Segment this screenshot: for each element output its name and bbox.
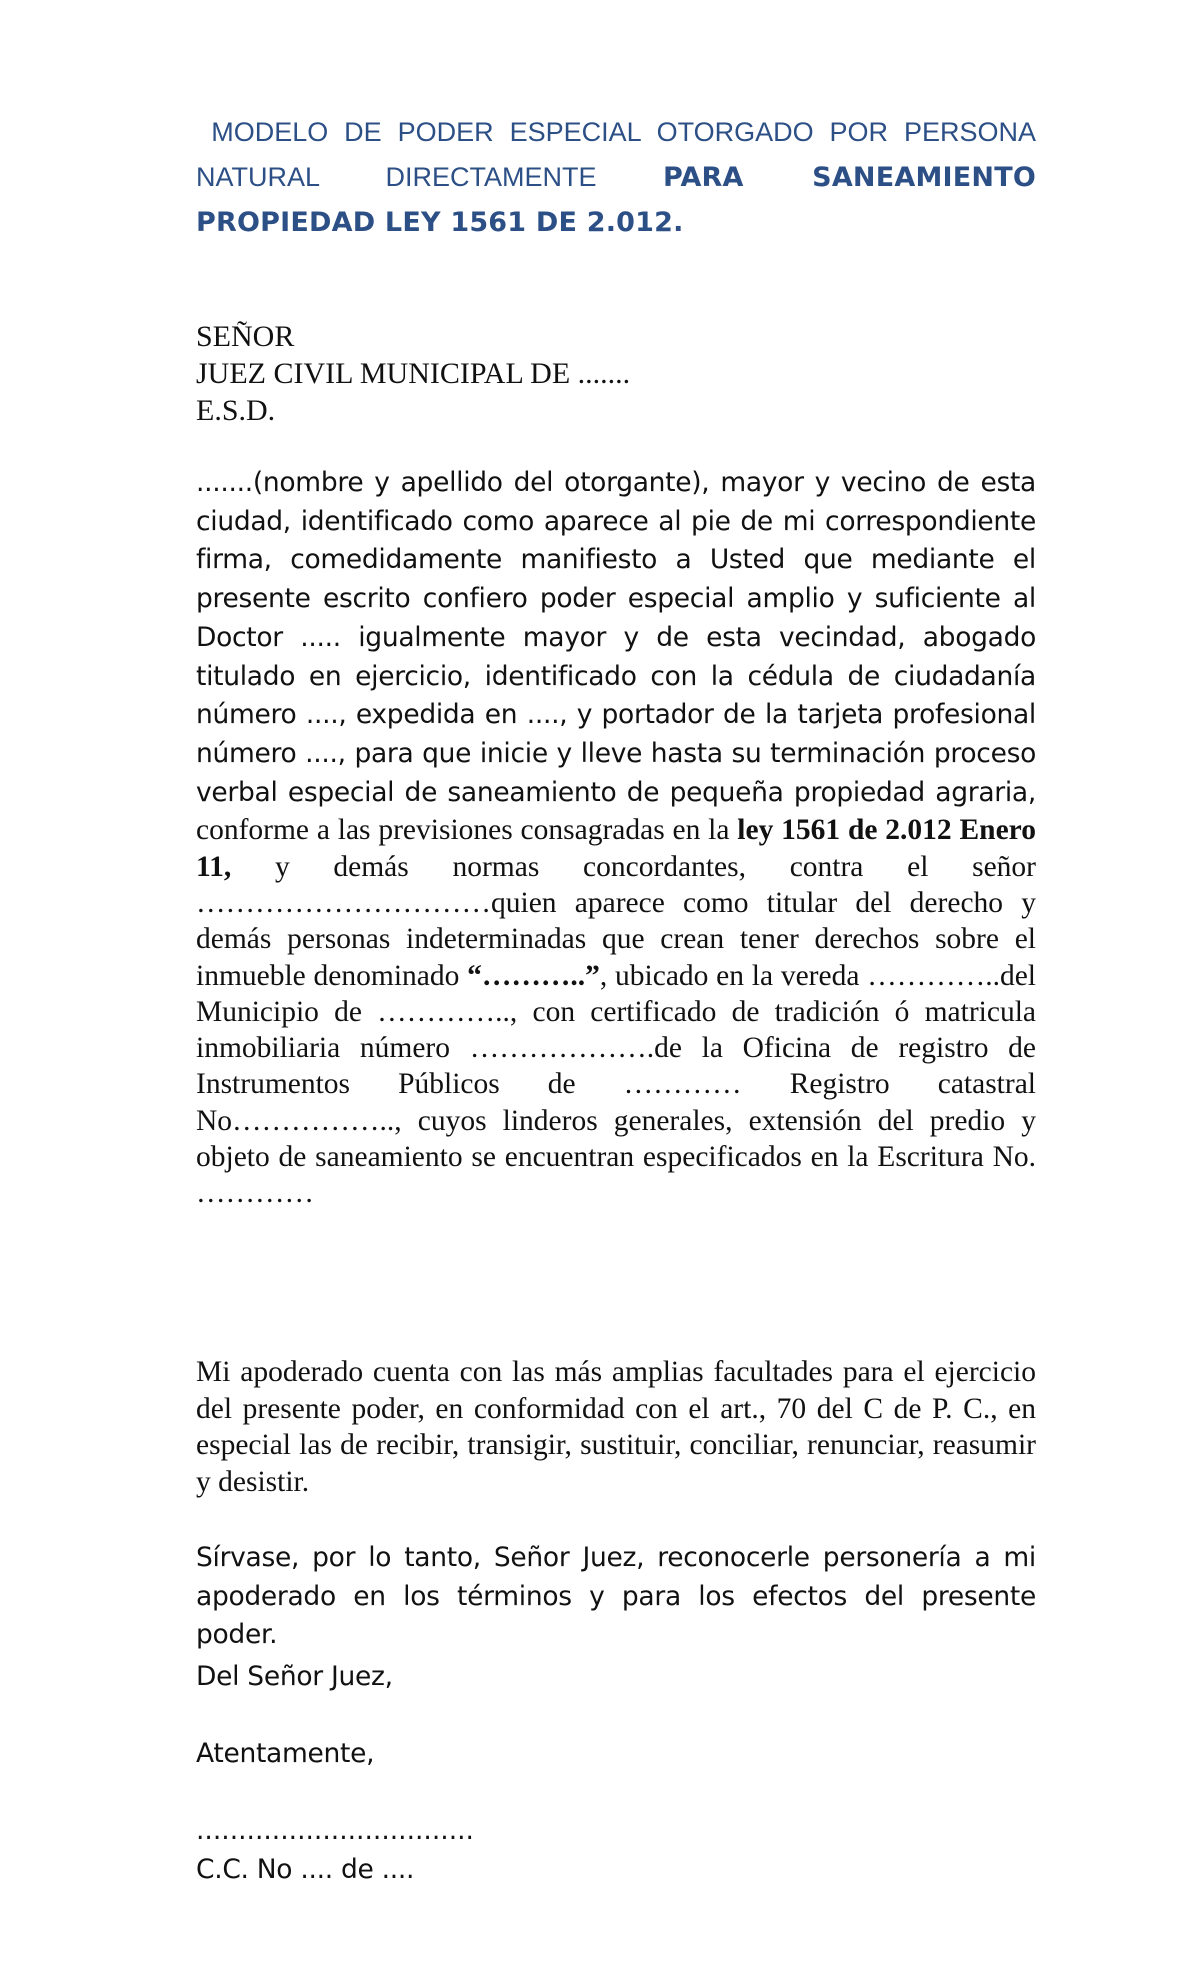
closing-regards: Atentamente, <box>196 1738 375 1769</box>
id-line: C.C. No .... de .... <box>196 1854 415 1885</box>
body-paragraph-2: Mi apoderado cuenta con las más amplias facultades para el ejercicio del presente poder, en conformidad con el art., 70 del C de P. C., en especial las de recibir, transigir, sustituir, conciliar, renunciar, reasumir y desistir. <box>196 1356 1036 1498</box>
signature-line: ................................. <box>196 1815 474 1846</box>
title-part-2: PARA SANEAMIENTO PROPIEDAD LEY 1561 DE 2.012. <box>196 162 1036 238</box>
property-name-placeholder: “………..” <box>467 959 600 992</box>
document-title <box>196 110 1036 245</box>
body-paragraph-3: Sírvase, por lo tanto, Señor Juez, reconocerle personería a mi apoderado en los términos y para los efectos del presente poder. <box>196 1542 1036 1650</box>
law-reference: ley 1561 de 2.012 Enero 11, <box>196 814 1036 883</box>
paragraph-1-intro: .......(nombre y apellido del otorgante), mayor y vecino de esta ciudad, identificado como aparece al pie de mi correspondiente firma, comedidamente manifiesto a Usted que mediante el presente escrito confiero poder especial amplio y suficiente al Doctor ..... igualmente mayor y de esta vecindad, abogado titulado en ejercicio, identificado con la cédula de ciudadanía número ...., expedida en ...., y portador de la tarjeta profesional número ...., para que inicie y lleve hasta su terminación proceso verbal especial de saneamiento de pequeña propiedad agraria, <box>196 467 1036 808</box>
addressee-block <box>196 318 1036 429</box>
closing-salutation: Del Señor Juez, <box>196 1661 393 1692</box>
addressee-line-3: E.S.D. <box>196 394 276 427</box>
body-paragraph-1 <box>196 464 1036 1212</box>
addressee-line-1: SEÑOR <box>196 320 295 353</box>
title-part-1: MODELO DE PODER ESPECIAL OTORGADO POR PERSONA NATURAL DIRECTAMENTE <box>196 117 1037 192</box>
paragraph-1-serif-b: y demás normas concordantes, contra el señor …………………………quien aparece como titular del derecho y demás personas indeterminadas que crean tener derechos sobre el inmueble denominado <box>196 850 1036 992</box>
paragraph-1-serif-c: , ubicado en la vereda …………..del Municipio de ………….., con certificado de tradición ó matricula inmobiliaria número ……………….de la Oficina de registro de Instrumentos Públicos de ………… Registro catastral No…………….., cuyos linderos generales, extensión del predio y objeto de saneamiento se encuentran especificados en la Escritura No. ………… <box>196 959 1036 1210</box>
document-content <box>196 110 1037 1885</box>
addressee-line-2: JUEZ CIVIL MUNICIPAL DE ....... <box>196 357 631 390</box>
paragraph-1-serif-a: conforme a las previsiones consagradas en la <box>196 814 738 847</box>
